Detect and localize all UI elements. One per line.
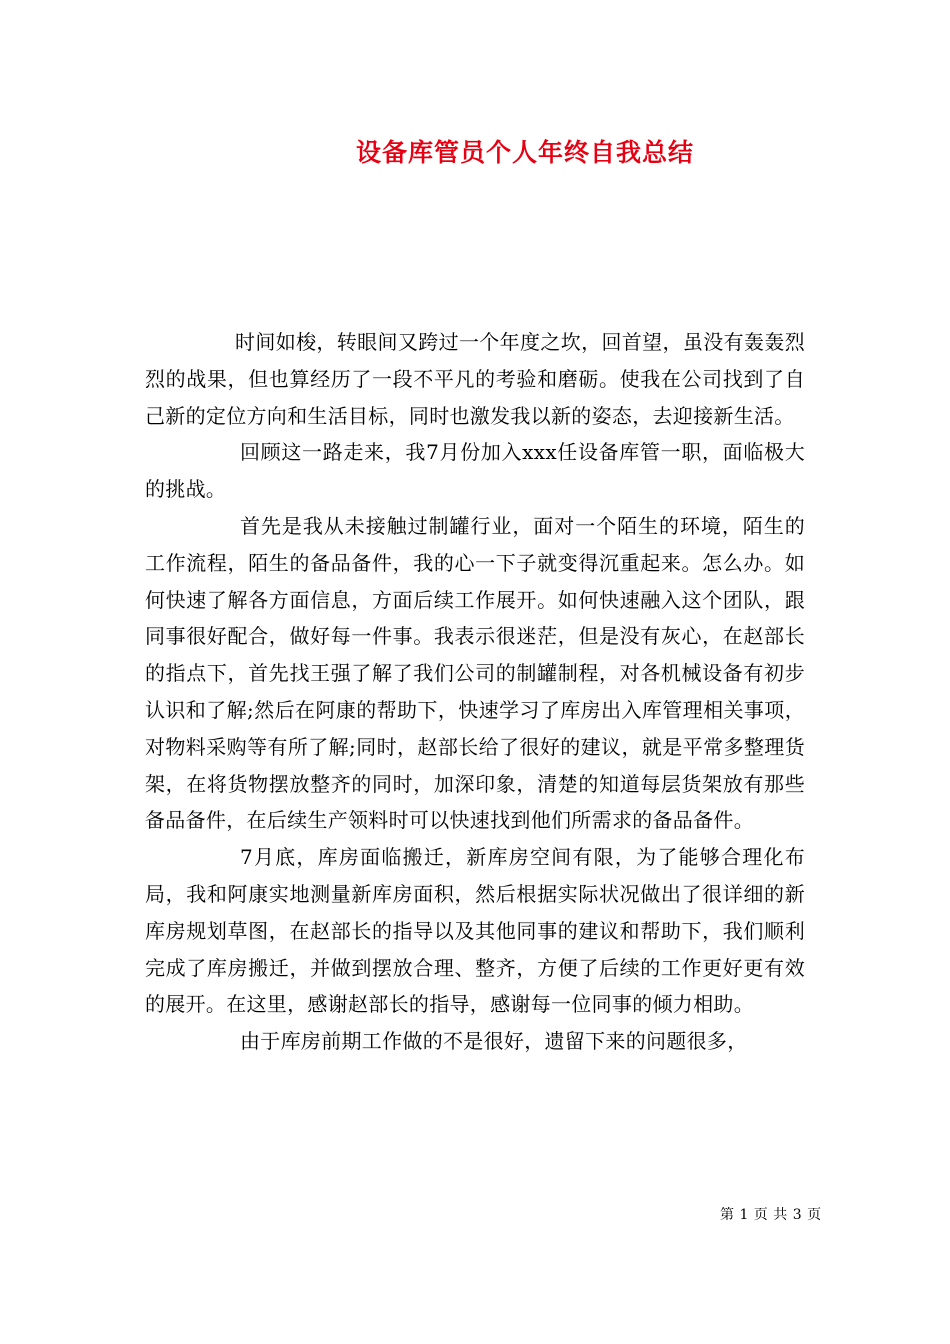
document-title: 设备库管员个人年终自我总结 <box>355 138 694 167</box>
page-number-footer: 第 1 页 共 3 页 <box>720 1207 822 1223</box>
paragraph: 由于库房前期工作做的不是很好，遗留下来的问题很多， <box>240 1029 748 1054</box>
paragraph: 首先是我从未接触过制罐行业，面对一个陌生的环境，陌生的工作流程，陌生的备品备件，我的心一下子就变得沉重起来。怎么办。如何快速了解各方面信息，方面后续工作展开。如何快速融入这个团队，跟同事很好配合，做好每一件事。我表示很迷茫，但是没有灰心，在赵部长的指点下，首先找王强了解了我们公司的制罐制程，对各机械设备有初步认识和了解;然后在阿康的帮助下，快速学习了库房出入库管理相关事项，对物料采购等有所了解;同时，赵部长给了很好的建议，就是平常多整理货架，在将货物摆放整齐的同时，加深印象，清楚的知道每层货架放有那些备品备件，在后续生产领料时可以快速找到他们所需求的备品备件。 <box>145 513 805 833</box>
document-body <box>145 324 805 1060</box>
paragraph: 时间如梭，转眼间又跨过一个年度之坎，回首望，虽没有轰轰烈烈的战果，但也算经历了一段不平凡的考验和磨砺。使我在公司找到了自己新的定位方向和生活目标，同时也激发我以新的姿态，去迎接新生活。 <box>145 330 805 428</box>
paragraph: 回顾这一路走来，我7月份加入xxx任设备库管一职，面临极大的挑战。 <box>145 440 805 502</box>
paragraph: 7月底，库房面临搬迁，新库房空间有限，为了能够合理化布局，我和阿康实地测量新库房面积，然后根据实际状况做出了很详细的新库房规划草图，在赵部长的指导以及其他同事的建议和帮助下，我们顺利完成了库房搬迁，并做到摆放合理、整齐，方便了后续的工作更好更有效的展开。在这里，感谢赵部长的指导，感谢每一位同事的倾力相助。 <box>145 845 805 1017</box>
